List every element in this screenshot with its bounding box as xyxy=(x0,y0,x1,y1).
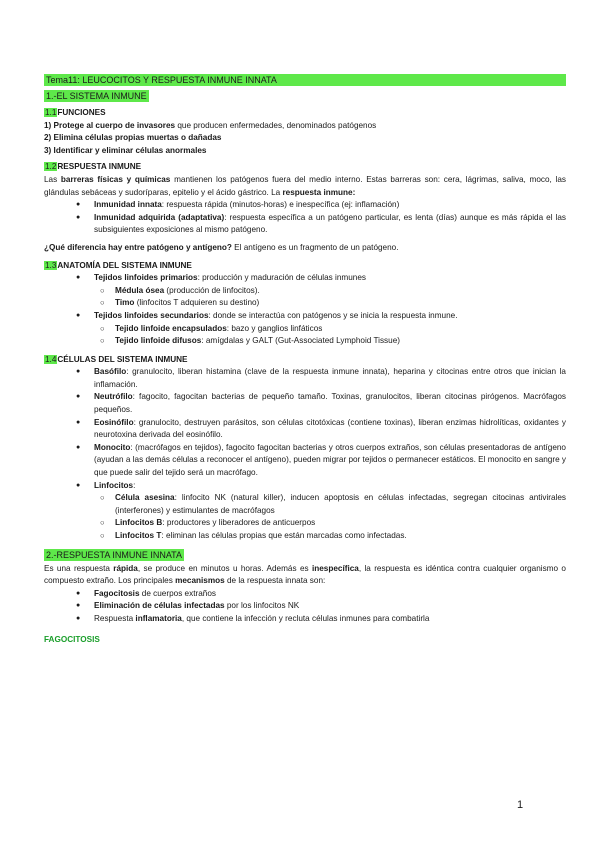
subsection-1-4-heading xyxy=(44,354,566,367)
list-item: ● Tejidos linfoides secundarios: donde se interactúa con patógenos y se inicia la respuesta inmune. xyxy=(44,310,566,323)
function-item-2: 2) Elimina células propias muertas o dañadas xyxy=(44,133,222,143)
list-item: ● Inmunidad innata: respuesta rápida (minutos-horas) e inespecífica (ej: inflamación) xyxy=(44,199,566,212)
barriers-paragraph: Las barreras físicas y químicas mantienen los patógenos fuera del medio interno. Estas barreras son: cera, lágrimas, saliva, moco, las glándulas sebáceas y sudoríparas, epitelio y el ácido gástrico. La respuesta inmune: xyxy=(44,174,566,197)
subsection-1-3-number: 1.3 xyxy=(45,260,57,270)
page-number: 1 xyxy=(517,799,524,811)
subsection-1-4-title: CÉLULAS DEL SISTEMA INMUNE xyxy=(57,354,188,364)
list-item: ● Eosinófilo: granulocito, destruyen parásitos, son células citotóxicas (contiene toxinas), liberan enzimas hidrolíticas, oxidantes y neurotoxina derivada del eosinófilo. xyxy=(44,417,566,442)
sub-list-item: ○ Médula ósea (producción de linfocitos). xyxy=(44,285,566,298)
sub-list-item: ○ Linfocitos B: productores y liberadores de anticuerpos xyxy=(44,517,566,530)
sub-list-item: ○ Timo (linfocitos T adquieren su destino) xyxy=(44,297,566,310)
cells-list xyxy=(44,366,566,542)
innate-paragraph: Es una respuesta rápida, se produce en minutos u horas. Además es inespecífica, la respuesta es idéntica contra cualquier organismo o compuesto extraño. Los principales mecanismos de la respuesta innata son: xyxy=(44,563,566,586)
mechanisms-list xyxy=(44,588,566,626)
document-title: Tema11: LEUCOCITOS Y RESPUESTA INMUNE INNATA xyxy=(44,74,566,86)
list-item: ● Neutrófilo: fagocito, fagocitan bacterias de pequeño tamaño. Toxinas, granulocitos, liberan citocinas pirógenos. Macrófagos pequeños. xyxy=(44,391,566,416)
sub-list-item: ○ Tejido linfoide difusos: amígdalas y GALT (Gut-Associated Lymphoid Tissue) xyxy=(44,335,566,348)
list-item: ● Eliminación de células infectadas por los linfocitos NK xyxy=(44,600,566,613)
anatomy-list xyxy=(44,272,566,348)
subsection-1-4-number: 1.4 xyxy=(45,354,57,364)
subsection-1-2-number: 1.2 xyxy=(45,162,57,172)
subsection-1-1-heading xyxy=(44,107,566,120)
function-item-1: 1) Protege al cuerpo de invasores que producen enfermedades, denominados patógenos xyxy=(44,120,377,130)
immunity-list xyxy=(44,199,566,237)
document-page xyxy=(44,74,566,646)
section-1-heading: 1.-EL SISTEMA INMUNE xyxy=(46,91,147,101)
sub-list-item: ○ Linfocitos T: eliminan las células propias que están marcadas como infectadas. xyxy=(44,530,566,543)
list-item: ● Inmunidad adquirida (adaptativa): respuesta específica a un patógeno particular, es lenta (días) aunque es más rápida el las subsiguientes exposiciones al mismo patógeno. xyxy=(44,212,566,237)
list-item: ● Fagocitosis de cuerpos extraños xyxy=(44,588,566,601)
subsection-1-2-title: RESPUESTA INMUNE xyxy=(57,162,142,172)
list-item: ● Monocito: (macrófagos en tejidos), fagocito fagocitan bacterias y otros cuerpos extraños, son células presentadoras de antígeno (ayudan a las demás células a reconocer el antígeno), pueden migrar por tejidos o permanecer estáticos. El monocito en sangre y que puede salir del tejido será un macrófago. xyxy=(44,442,566,480)
function-item-3: 3) Identificar y eliminar células anormales xyxy=(44,145,207,155)
sub-list-item: ○ Tejido linfoide encapsulados: bazo y ganglios linfáticos xyxy=(44,323,566,336)
subsection-1-1-number: 1.1 xyxy=(45,108,57,117)
list-item: ● Basófilo: granulocito, liberan histamina (clave de la respuesta inmune innata), heparina y citocinas entre otros que inician la inflamación. xyxy=(44,366,566,391)
subsection-1-3-heading xyxy=(44,260,566,273)
section-2-heading: 2.-RESPUESTA INMUNE INNATA xyxy=(46,549,183,560)
list-item: ● Tejidos linfoides primarios: producción y maduración de células inmunes xyxy=(44,272,566,285)
sub-list-item: ○ Célula asesina: linfocito NK (natural killer), inducen apoptosis en células infectadas, segregan citocinas antivirales (interferones) y estimulantes de macrófagos xyxy=(44,492,566,517)
list-item: ● Respuesta inflamatoria, que contiene la infección y recluta células inmunes para combatirla xyxy=(44,613,566,626)
subsection-1-1-title: FUNCIONES xyxy=(57,108,106,117)
question-paragraph: ¿Qué diferencia hay entre patógeno y antígeno? El antígeno es un fragmento de un patógeno. xyxy=(44,242,399,252)
fagocitosis-heading: FAGOCITOSIS xyxy=(44,634,100,644)
subsection-1-3-title: ANATOMÍA DEL SISTEMA INMUNE xyxy=(57,260,192,270)
subsection-1-2-heading xyxy=(44,161,566,174)
list-item: ● Linfocitos: xyxy=(44,480,566,493)
